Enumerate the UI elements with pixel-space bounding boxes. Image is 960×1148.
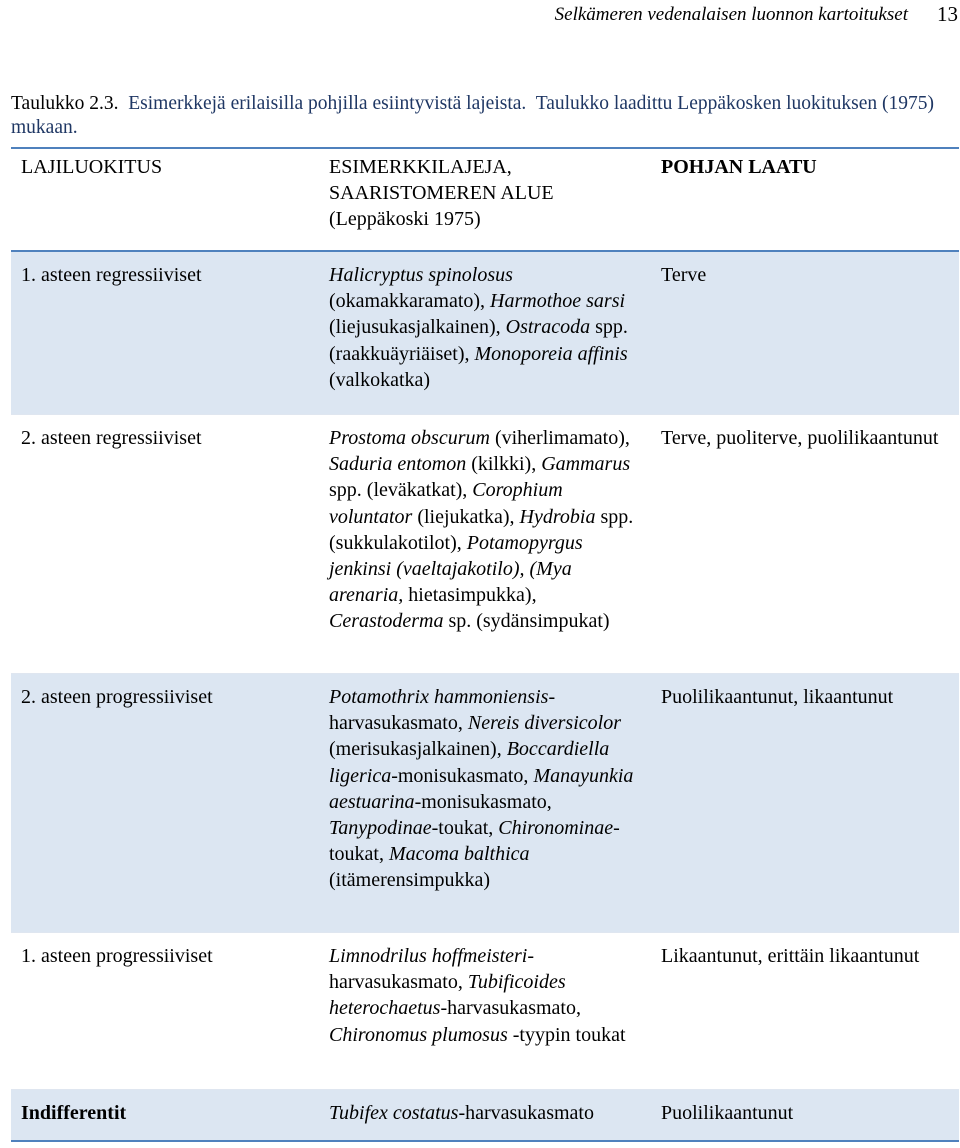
caption-note: Taulukko laadittu Leppäkosken luokituksen (1975) mukaan.: [11, 93, 934, 138]
table-row: [11, 1090, 959, 1142]
row-species: [319, 933, 651, 1090]
row-category: Indifferentit: [11, 1090, 319, 1142]
table-header-row: [11, 148, 959, 251]
row-quality: Terve, puoliterve, puolilikaantunut: [651, 415, 959, 674]
header-classification: LAJILUOKITUS: [11, 148, 319, 251]
row-species: [319, 415, 651, 674]
table-row: [11, 415, 959, 674]
species-text: Halicryptus spinolosus (okamakkaramato), Harmothoe sarsi (liejusukasjalkainen), Ostracoda spp. (raakkuäyriäiset), Monoporeia affinis (valkokatka): [329, 264, 628, 391]
table-row: [11, 933, 959, 1090]
row-quality: Terve: [651, 251, 959, 415]
table-row: [11, 674, 959, 933]
caption-text: Esimerkkejä erilaisilla pohjilla esiintyvistä lajeista.: [128, 93, 527, 114]
species-text: Limnodrilus hoffmeisteri-harvasukasmato, Tubificoides heterochaetus-harvasukasmato, Chironomus plumosus -tyypin toukat: [329, 945, 626, 1046]
running-head: [0, 2, 960, 28]
row-quality: Likaantunut, erittäin likaantunut: [651, 933, 959, 1090]
row-quality: Puolilikaantunut, likaantunut: [651, 674, 959, 933]
row-category: 1. asteen progressiiviset: [11, 933, 319, 1090]
row-species: [319, 674, 651, 933]
row-species: [319, 1090, 651, 1142]
header-example-species: ESIMERKKILAJEJA, SAARISTOMEREN ALUE (Leppäkoski 1975): [319, 148, 651, 251]
row-category: 2. asteen progressiiviset: [11, 674, 319, 933]
species-text: Prostoma obscurum (viherlimamato), Saduria entomon (kilkki), Gammarus spp. (leväkatkat), Corophium voluntator (liejukatka), Hydrobia spp. (sukkulakotilot), Potamopyrgus jenkinsi (vaeltajakotilo), (Mya arenaria, hietasimpukka), Cerastoderma sp. (sydänsimpukat): [329, 427, 634, 633]
row-category: 1. asteen regressiiviset: [11, 251, 319, 415]
species-table: [11, 147, 959, 1142]
row-quality: Puolilikaantunut: [651, 1090, 959, 1142]
row-species: [319, 251, 651, 415]
header-bottom-quality: POHJAN LAATU: [651, 148, 959, 251]
row-category: 2. asteen regressiiviset: [11, 415, 319, 674]
running-head-title: Selkämeren vedenalaisen luonnon kartoitukset: [554, 4, 908, 25]
species-text: Tubifex costatus-harvasukasmato: [329, 1102, 594, 1124]
caption-label: Taulukko 2.3.: [11, 93, 119, 114]
table-caption: [11, 92, 956, 140]
table-row: [11, 251, 959, 415]
page-number: 13: [937, 2, 958, 26]
species-text: Potamothrix hammoniensis-harvasukasmato, Nereis diversicolor (merisukasjalkainen), Boccardiella ligerica-monisukasmato, Manayunkia aestuarina-monisukasmato, Tanypodinae-toukat, Chironominae- toukat, Macoma balthica (itämerensimpukka): [329, 686, 634, 892]
